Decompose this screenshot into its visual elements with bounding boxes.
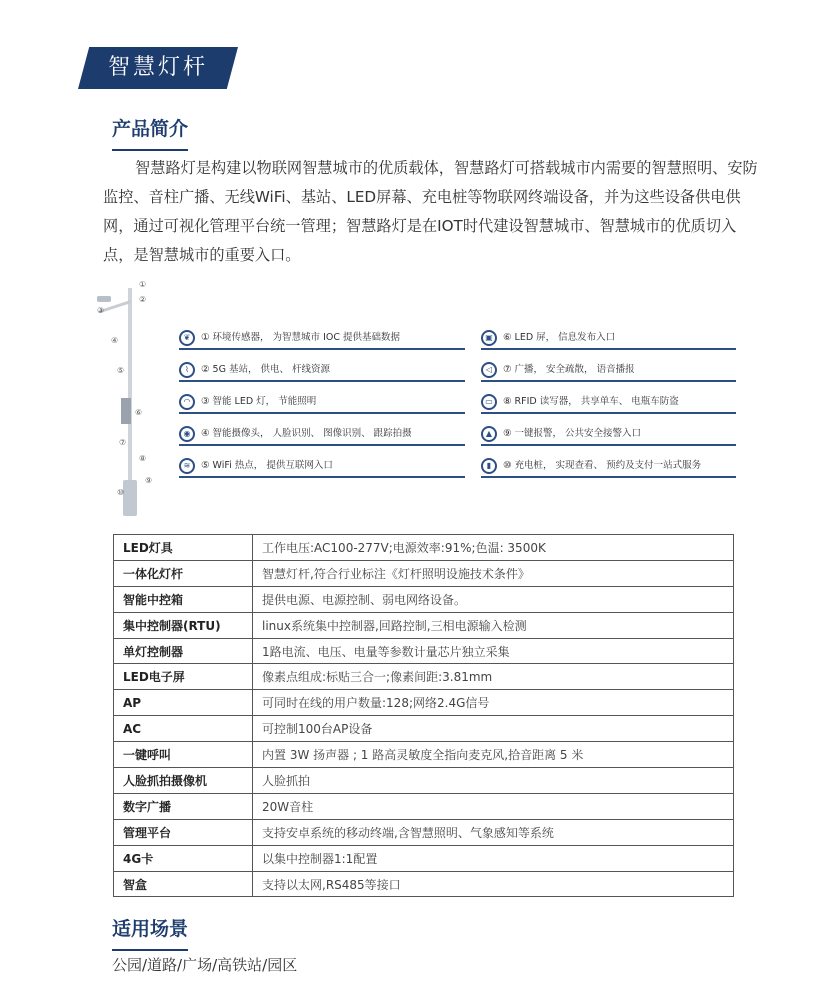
spec-value: 以集中控制器1:1配置 <box>253 845 734 871</box>
spec-name: 一体化灯杆 <box>114 560 253 586</box>
table-row <box>114 690 734 716</box>
lamp-icon: ◠ <box>179 394 195 410</box>
pole-number-5: ⑤ <box>117 366 125 375</box>
spec-value: 20W音柱 <box>253 793 734 819</box>
spec-value: 支持安卓系统的移动终端,含智慧照明、气象感知等系统 <box>253 819 734 845</box>
table-row <box>114 560 734 586</box>
feature-item <box>481 458 736 478</box>
feature-label: ⑩ 充电桩， 实现查看、 预约及支付一站式服务 <box>503 460 702 471</box>
title-underline <box>112 149 188 151</box>
intro-paragraph: 智慧路灯是构建以物联网智慧城市的优质载体，智慧路灯可搭载城市内需要的智慧照明、安防监控、音柱广播、无线WiFi、基站、LED屏幕、充电桩等物联网终端设备，并为这些设备供电供网，通过可视化管理平台统一管理；智慧路灯是在IOT时代建设智慧城市、智慧城市的优质切入点，是智慧城市的重要入口。 <box>103 159 758 264</box>
pole-number-4: ④ <box>111 336 119 345</box>
spec-name: 集中控制器(RTU) <box>114 612 253 638</box>
intro-title-text: 产品简介 <box>112 118 189 140</box>
spec-value: 像素点组成:标贴三合一;像素间距:3.81mm <box>253 664 734 690</box>
feature-item <box>481 394 736 414</box>
feature-label: ⑧ RFID 读写器， 共享单车、 电瓶车防盗 <box>503 396 679 407</box>
feature-label: ⑦ 广播， 安全疏散， 语音播报 <box>503 364 635 375</box>
led-screen-box <box>121 398 131 424</box>
pole-number-3: ③ <box>97 306 105 315</box>
alarm-icon: ▲ <box>481 426 497 442</box>
feature-label: ③ 智能 LED 灯， 节能照明 <box>201 396 317 407</box>
spec-name: 一键呼叫 <box>114 742 253 768</box>
spec-value: 智慧灯杆,符合行业标注《灯杆照明设施技术条件》 <box>253 560 734 586</box>
feature-item <box>179 394 465 414</box>
spec-value: 提供电源、电源控制、弱电网络设备。 <box>253 586 734 612</box>
usage-text: 公园/道路/广场/高铁站/园区 <box>112 956 298 974</box>
spec-value: 支持以太网,RS485等接口 <box>253 871 734 897</box>
table-row <box>114 768 734 794</box>
spec-name: 单灯控制器 <box>114 638 253 664</box>
spec-value: linux系统集中控制器,回路控制,三相电源输入检测 <box>253 612 734 638</box>
spec-table <box>113 534 734 897</box>
spec-value: 内置 3W 扬声器 ; 1 路高灵敏度全指向麦克风,拾音距离 5 米 <box>253 742 734 768</box>
feature-label: ④ 智能摄像头， 人脸识别、 图像识别、 跟踪拍摄 <box>201 428 412 439</box>
table-row <box>114 845 734 871</box>
spec-name: LED电子屏 <box>114 664 253 690</box>
page-title: 智慧灯杆 <box>107 55 208 80</box>
table-row <box>114 535 734 561</box>
smart-pole-diagram <box>95 280 745 520</box>
spec-name: 智盒 <box>114 871 253 897</box>
spec-name: 4G卡 <box>114 845 253 871</box>
usage-title-text: 适用场景 <box>112 918 189 940</box>
table-row <box>114 638 734 664</box>
charger-icon: ▮ <box>481 458 497 474</box>
spec-name: AP <box>114 690 253 716</box>
feature-item <box>481 362 736 382</box>
spec-name: LED灯具 <box>114 535 253 561</box>
image-icon: ▣ <box>481 330 497 346</box>
camera-icon: ◉ <box>179 426 195 442</box>
feature-item <box>179 426 465 446</box>
intro-section-title <box>112 114 188 145</box>
spec-value: 可控制100台AP设备 <box>253 716 734 742</box>
table-row <box>114 819 734 845</box>
table-row <box>114 871 734 897</box>
antenna-icon: ⌇ <box>179 362 195 378</box>
table-row <box>114 793 734 819</box>
feature-item <box>179 458 465 478</box>
feature-item <box>481 426 736 446</box>
feature-label: ⑥ LED 屏， 信息发布入口 <box>503 332 616 343</box>
charger-base <box>123 480 137 516</box>
speaker-icon: ◁ <box>481 362 497 378</box>
spec-value: 可同时在线的用户数量:128;网络2.4G信号 <box>253 690 734 716</box>
table-row <box>114 716 734 742</box>
pole-number-8: ⑧ <box>139 454 147 463</box>
feature-item <box>179 330 465 350</box>
lamp-head <box>97 296 111 302</box>
pole-number-2: ② <box>139 295 147 304</box>
pole-number-9: ⑨ <box>145 476 153 485</box>
spec-name: AC <box>114 716 253 742</box>
table-row <box>114 586 734 612</box>
pole-number-1: ① <box>139 280 147 289</box>
feature-item <box>179 362 465 382</box>
table-row <box>114 612 734 638</box>
leaf-icon: ❦ <box>179 330 195 346</box>
pole-number-7: ⑦ <box>119 438 127 447</box>
spec-value: 1路电流、电压、电量等参数计量芯片独立采集 <box>253 638 734 664</box>
feature-label: ⑨ 一键报警， 公共安全接警入口 <box>503 428 642 439</box>
feature-label: ② 5G 基站， 供电、 杆线资源 <box>201 364 331 375</box>
spec-name: 智能中控箱 <box>114 586 253 612</box>
usage-section-title <box>112 914 188 945</box>
spec-name: 管理平台 <box>114 819 253 845</box>
title-underline <box>112 949 188 951</box>
feature-item <box>481 330 736 350</box>
spec-name: 数字广播 <box>114 793 253 819</box>
feature-label: ⑤ WiFi 热点， 提供互联网入口 <box>201 460 333 471</box>
pole-number-10: ⑩ <box>117 488 125 497</box>
spec-name: 人脸抓拍摄像机 <box>114 768 253 794</box>
spec-value: 工作电压:AC100-277V;电源效率:91%;色温: 3500K <box>253 535 734 561</box>
spec-value: 人脸抓拍 <box>253 768 734 794</box>
feature-label: ① 环境传感器， 为智慧城市 IOC 提供基础数据 <box>201 332 401 343</box>
table-row <box>114 742 734 768</box>
wifi-icon: ≋ <box>179 458 195 474</box>
table-row <box>114 664 734 690</box>
card-icon: ▭ <box>481 394 497 410</box>
pole-number-6: ⑥ <box>135 408 143 417</box>
